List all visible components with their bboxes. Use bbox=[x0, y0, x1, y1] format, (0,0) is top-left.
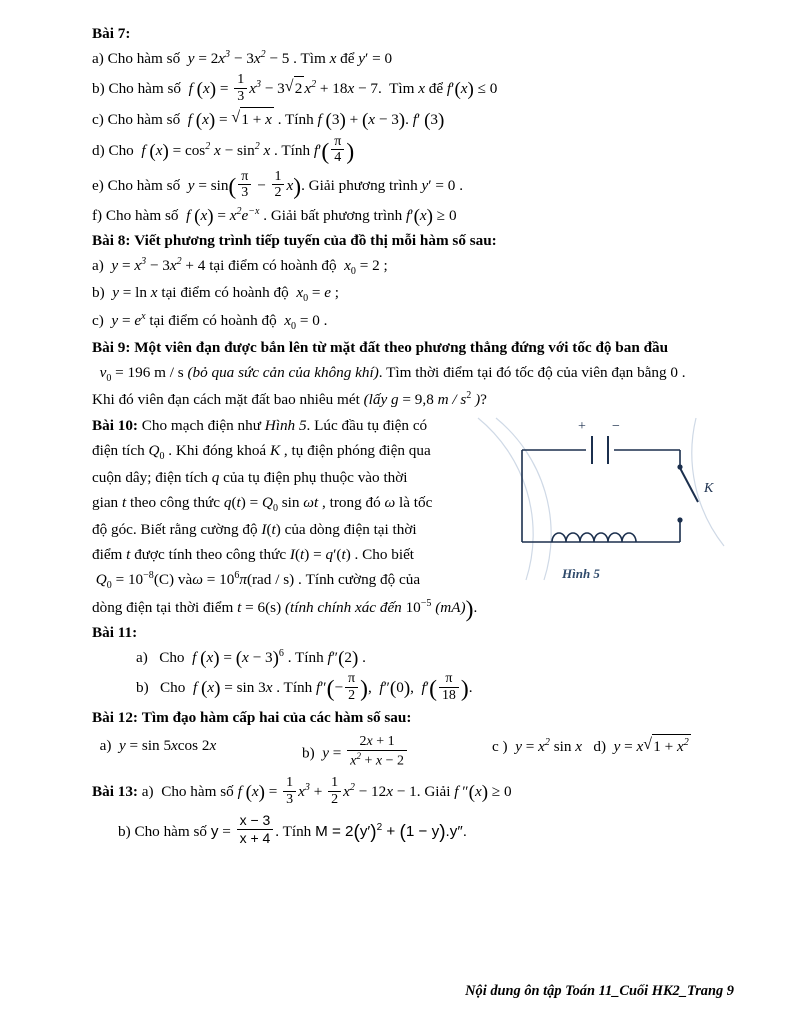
circuit-figure bbox=[466, 416, 734, 584]
bai12-prompt: Tìm đạo hàm cấp hai của các hàm số sau: bbox=[141, 709, 412, 727]
exercise-item-8a: a) $y = x^3 - 3x^2 + 4$ tại điểm có hoành độ $x_0 = 2$ ; bbox=[92, 256, 388, 278]
exercise-line-9-2: $v_0 = 196$ m / s (bỏ qua sức cản của không khí). Tìm thời điểm tại đó tốc độ của viên đạn bằng 0 . bbox=[99, 364, 686, 385]
exercise-item-7f: f) Cho hàm số f $(x) = x^2e^{-x}$ . Giải bất phương trình f′(x) ≥ 0 bbox=[92, 205, 457, 227]
exercise-line-10-2: điện tích $Q_0$ . Khi đóng khoá K , tụ điện phóng điện qua bbox=[92, 441, 431, 462]
exercise-heading-bai10: Bài 10: Cho mạch điện như Hình 5. Lúc đầu tụ điện có bbox=[92, 416, 428, 434]
page-footer: Nội dung ôn tập Toán 11_Cuối HK2_Trang 9 bbox=[465, 983, 734, 999]
exercise-line-10-5: độ góc. Biết rằng cường độ I(t) của dòng điện tại thời bbox=[92, 521, 417, 539]
exercise-item-7e: e) Cho hàm số y = sin( $\frac{\pi}{3}$ − $\frac{1}{2}$ x). Giải phương trình y′ = 0 . bbox=[92, 168, 463, 201]
switch-label: K bbox=[704, 480, 714, 496]
exercise-line-10-3: cuộn dây; điện tích q của tụ điện phụ thuộc vào thời bbox=[92, 468, 408, 486]
exercise-item-7a: a) Cho hàm số $y = 2x^3 - 3x^2 - 5$ . Tìm x để y′ = 0 bbox=[92, 49, 393, 68]
exercise-item-13b: b) Cho hàm số y = $\frac{x - 3}{x + 4}$ . Tính $M = 2(y')^2 + (1 - y).y''$. bbox=[118, 812, 467, 847]
exercise-item-7b: b) Cho hàm số f (x) = $\frac{1}{3}$ $x^3 - 3$ √ 2 $x^2 + 18x - 7$. Tìm x để f′(x) ≤ 0 bbox=[92, 72, 734, 105]
exercise-heading-bai7: Bài 7: bbox=[92, 25, 131, 42]
exercise-heading-bai9: Bài 9: Một viên đạn được bắn lên từ mặt đất theo phương thẳng đứng với tốc độ ban đầu bbox=[92, 338, 669, 356]
bai12-label: Bài 12: bbox=[92, 709, 138, 727]
exercise-item-11b: b) Cho f (x) = sin 3x . Tính f″(− $\frac{\pi}{2}$ ), f″(0), f′( $\frac{\pi}{18}$ ). bbox=[136, 671, 473, 703]
exercise-item-7c: c) Cho hàm số f (x) = √ 1 + x . Tính f (3) + (x − 3). f′ (3) bbox=[92, 107, 734, 131]
exercise-line-9-3: Khi đó viên đạn cách mặt đất bao nhiêu mét (lấy g = 9,8 m / $s^2$ )? bbox=[92, 390, 487, 409]
bai10-label: Bài 10: bbox=[92, 416, 138, 434]
exercise-line-10-7: $Q_0 = 10^{-8}(C)$ vàω = $10^6\pi(rad / s)$ . Tính cường độ của bbox=[95, 570, 421, 592]
exercise-item-12b: b) y = $\frac{2x + 1}{x^2 + x - 2}$ bbox=[302, 734, 492, 770]
exercise-heading-bai11: Bài 11: bbox=[92, 623, 138, 641]
exercise-item-7d: d) Cho f $(x) = \cos^2 x - \sin^2 x$ . Tính f′( $\frac{\pi}{4}$ ) bbox=[92, 133, 355, 166]
exercise-item-8b: b) y = ln x tại điểm có hoành độ $x_0 = e$ ; bbox=[92, 284, 340, 305]
exercise-item-12cd: c ) $y = x^2$ sin x d) y = x √ $1 + x^2$ bbox=[492, 734, 734, 758]
exercise-item-8c: c) $y = e^x$ tại điểm có hoành độ $x_0 = 0$ . bbox=[92, 310, 328, 332]
exercise-heading-bai8 bbox=[92, 229, 734, 252]
bai9-label: Bài 9: bbox=[92, 338, 131, 356]
exercise-heading-bai12 bbox=[92, 706, 734, 729]
exercise-line-10-8: dòng điện tại thời điểm t = 6(s) (tính chính xác đến $10^{-5}$ (mA)). bbox=[92, 596, 478, 623]
bai8-prompt: Viết phương trình tiếp tuyến của đồ thị mỗi hàm số sau: bbox=[134, 231, 497, 249]
bai8-label: Bài 8: bbox=[92, 231, 131, 249]
plus-label: + bbox=[578, 418, 586, 434]
minus-label: − bbox=[612, 418, 620, 434]
exercise-item-12a: a) y = sin 5xcos 2x bbox=[92, 737, 217, 755]
exercise-line-10-6: điểm t được tính theo công thức I(t) = q′(t) . Cho biết bbox=[92, 546, 415, 564]
exercise-heading-bai13: Bài 13: a) Cho hàm số f (x) = $\frac{1}{3}$ $x^3$ + $\frac{1}{2}$ $x^2 - 12x - 1$. Giải f ″(x) ≥ 0 bbox=[92, 775, 512, 807]
bai13-label: Bài 13: bbox=[92, 783, 138, 801]
exercise-row-12 bbox=[92, 734, 734, 770]
exercise-line-10-4: gian t theo công thức $q(t) = Q_0$ sin ωt , trong đó ω là tốc bbox=[92, 493, 433, 514]
figure-caption: Hình 5 bbox=[562, 565, 600, 581]
exercise-item-11a: a) Cho f $(x) = (x - 3)^6$ . Tính f″(2) . bbox=[136, 647, 366, 669]
